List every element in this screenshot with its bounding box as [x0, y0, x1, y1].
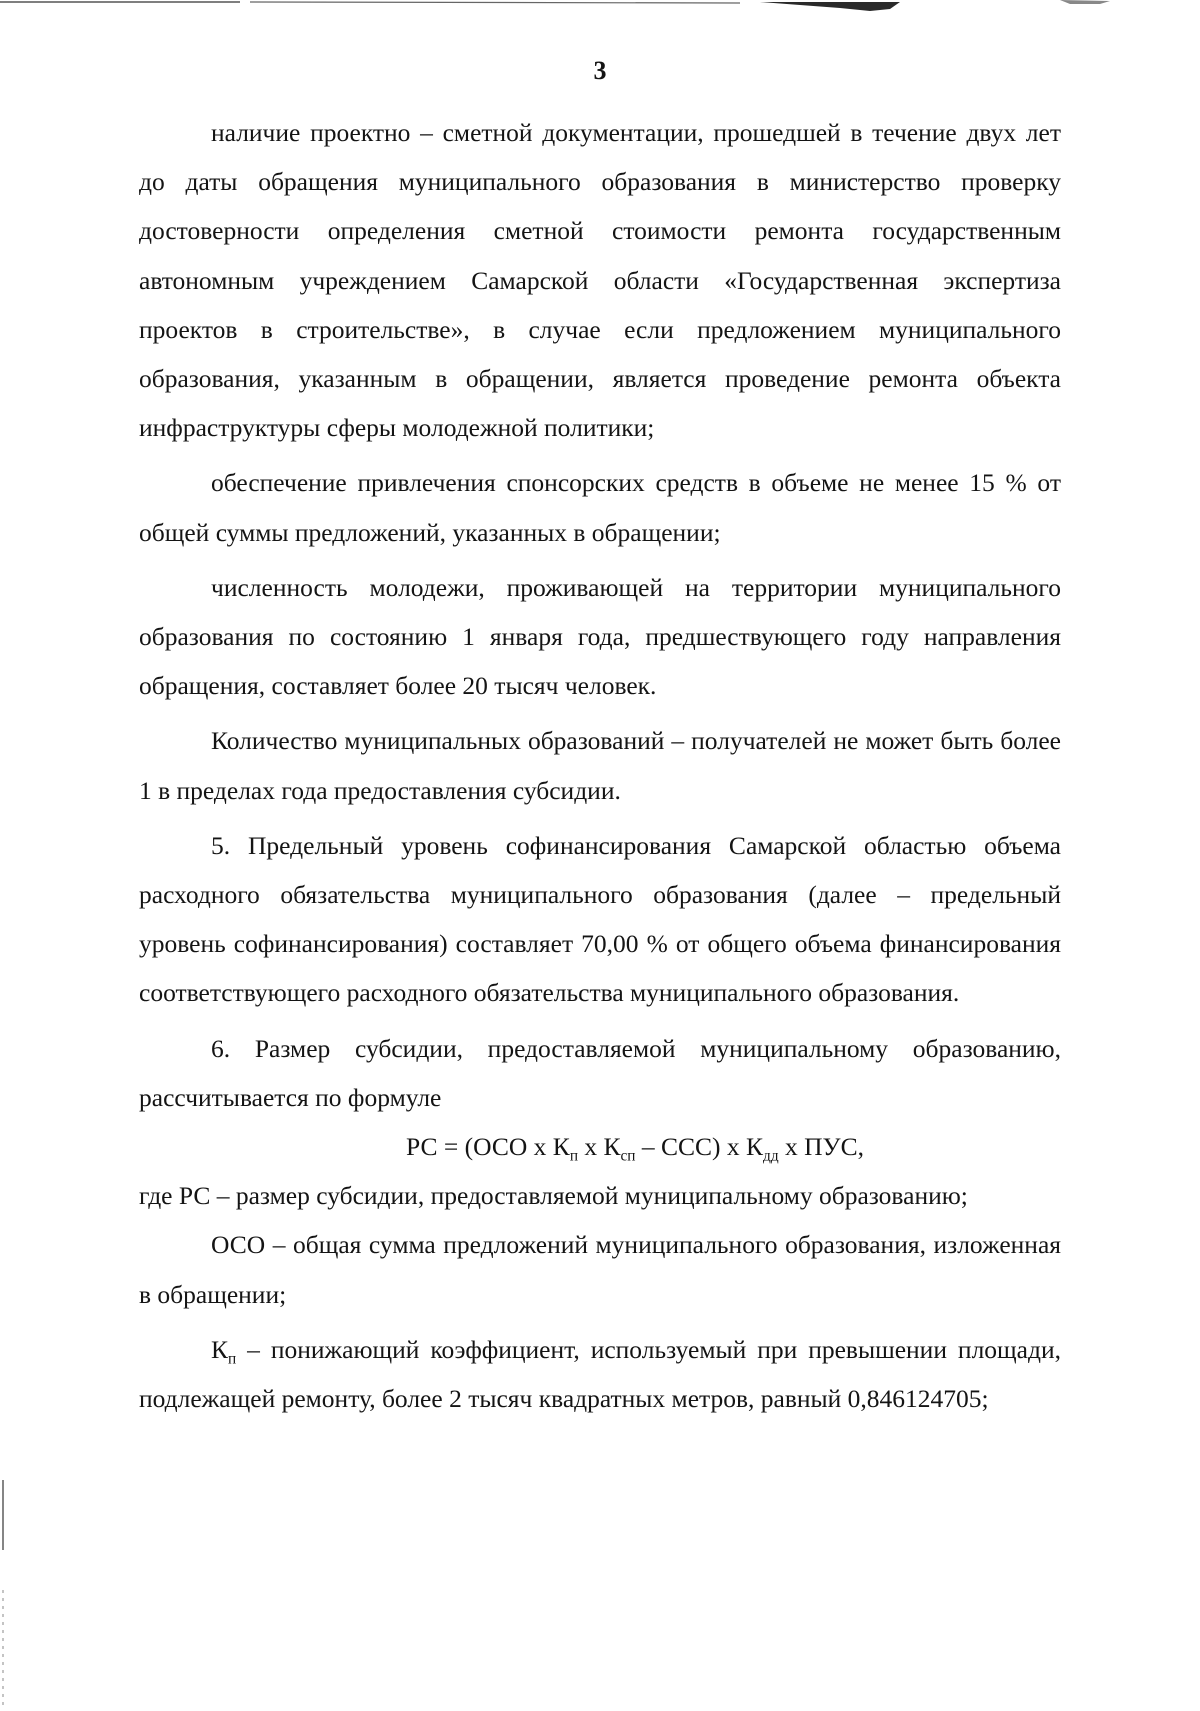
formula-subscript: сп: [620, 1147, 636, 1165]
page-number: 3: [593, 56, 607, 85]
kp-symbol: К: [211, 1334, 229, 1364]
paragraph-kp-definition: [139, 1325, 1061, 1423]
document-body: [139, 108, 1061, 1423]
scan-margin-marks: [0, 1470, 12, 1710]
paragraph-design-documentation: наличие проектно – сметной документации, прошедшей в течение двух лет до даты обращения муниципального образования в министерство проверку достоверности определения сметной стоимости ремонта государственным автономным учреждением Самарской области «Государственная экспертиза проектов в строительстве», в случае если предложением муниципального образования, указанным в обращении, является проведение ремонта объекта инфраструктуры сферы молодежной политики;: [139, 118, 1061, 443]
paragraph-youth-population: численность молодежи, проживающей на территории муниципального образования по состоянию 1 января года, предшествующего году направления обращения, составляет более 20 тысяч человек.: [139, 572, 1061, 701]
paragraph-recipients-count: Количество муниципальных образований – получателей не может быть более 1 в пределах года предоставления субсидии.: [139, 726, 1061, 805]
paragraph-cofinancing-level: 5. Предельный уровень софинансирования Самарской областью объема расходного обязательства муниципального образования (далее – предельный уровень софинансирования) составляет 70,00 % от общего объема финансирования соответствующего расходного обязательства муниципального образования.: [139, 830, 1061, 1008]
paragraph-sponsor-funds: обеспечение привлечения спонсорских средств в объеме не менее 15 % от общей суммы предложений, указанных в обращении;: [139, 468, 1061, 547]
formula-part: х К: [578, 1132, 621, 1162]
paragraph-oso-definition: ОСО – общая сумма предложений муниципального образования, изложенная в обращении;: [139, 1230, 1061, 1309]
paragraph-subsidy-size: 6. Размер субсидии, предоставляемой муниципальному образованию, рассчитывается по формуле: [139, 1033, 1061, 1112]
kp-subscript: п: [228, 1350, 237, 1368]
formula-part: х ПУС,: [778, 1132, 864, 1162]
formula-part: РС = (ОСО х К: [406, 1132, 570, 1162]
scan-edge-marks: [0, 0, 1200, 16]
formula-subscript: дд: [763, 1147, 779, 1165]
subsidy-formula: [139, 1122, 1061, 1171]
formula-part: – ССС) х К: [635, 1132, 764, 1162]
formula-subscript: п: [569, 1147, 578, 1165]
kp-description: – понижающий коэффициент, используемый при превышении площади, подлежащей ремонту, более 2 тысяч квадратных метров, равный 0,846124705;: [139, 1334, 1061, 1414]
paragraph-rs-definition: где РС – размер субсидии, предоставляемой муниципальному образованию;: [139, 1181, 968, 1211]
